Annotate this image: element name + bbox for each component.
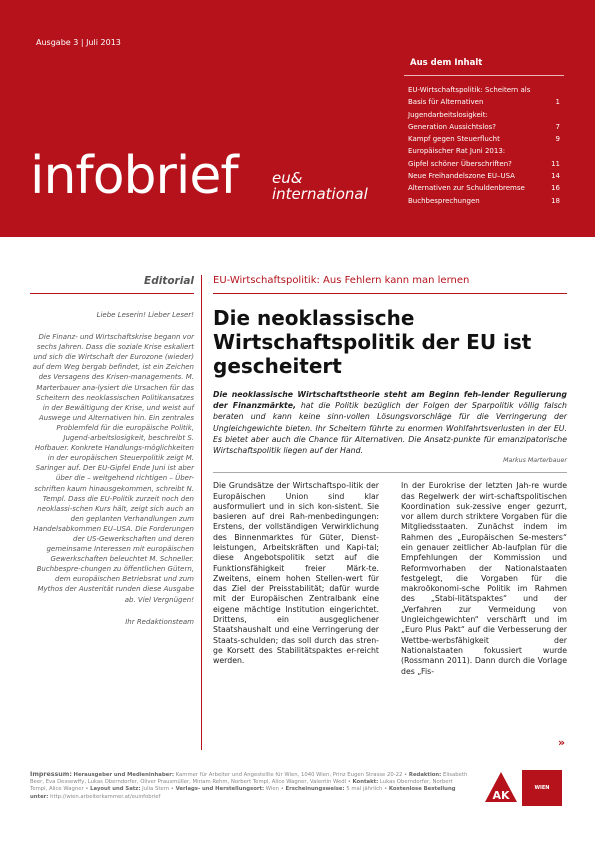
impressum-bestellung: http://wien.arbeiterkammer.at/euinfobrief [48, 793, 161, 800]
editorial-heading: Editorial [144, 275, 194, 287]
impressum-kontakt: Lukas Oberndorfer, Norbert Templ, Alice Wagner • [30, 779, 453, 793]
impressum-verlag: Wien • [264, 786, 286, 793]
lead-divider [213, 472, 567, 473]
toc-item-page: 11 [551, 159, 560, 168]
editorial-text: Die Finanz- und Wirtschaftskrise begann vor sechs Jahren. Dass die soziale Krise eskaliert und sich die Wirtschaft der Eurozone (wieder) auf dem Weg bergab befindet, ist ein Zeichen des Versagens des Krisen-managements. M. Marterbauer ana-lysiert die Ursachen für das Scheitern des neoklassischen Politikansatzes in der Bewältigung der Krise, und weist auf Auswege und Alternativen hin. Ein zentrales Problemfeld für die europäische Politik, Jugend-arbeitslosigkeit, beschreibt S. Hofbauer. Konkrete Handlungs-möglichkeiten in der europäischen Steuerpolitik zeigt M. Saringer auf. Der EU-Gipfel Ende Juni ist aber über die – weitgehend richtigen – Über-schriften kaum hinausgekommen, schreibt N. Templ. Dass die EU-Politik zurzeit noch den neoklassi-schen Kurs hält, zeigt sich auch an den geplanten Verhandlungen zum Handelsabkommen EU–USA. Die Forderungen der US-Gewerkschaften und deren gemeinsame Interessen mit europäischen Gewerkschaften beleuchtet M. Schneller. Buchbespre-chungen zu öffentlichen Gütern, dem europäischen Betriebsrat und zum Mythos der Austerität runden diese Ausgabe ab. Viel Vergnügen! [32, 333, 194, 604]
masthead-banner [0, 0, 595, 237]
impressum-publisher: Kammer für Arbeiter und Angestellte für Wien, 1040 Wien, Prinz Eugen Strasse 20-22 • [173, 772, 409, 778]
toc-item-page: 18 [551, 196, 560, 205]
article-column-1: Die Grundsätze der Wirtschaftspo-litik der Europäischen Union sind klar ausformuliert und in sich kon-sistent. Sie basieren auf drei Rah-menbedingungen: Erstens, der vollständigen Verwirklichung des Binnenmarktes für Güter, Dienst-leistungen, Arbeitskräften und Kapi-tal; diese Angebotspolitik setzt auf die Funktionsfähigkeit freier Märk-te. Zweitens, einem hohen Stellen-wert für das Ziel der Preisstabilität; dafür wurde mit der Europäischen Zentralbank eine eigene mächtige Institution eingerichtet. Drittens, ein ausgeglichener Staatshaushalt und eine Verringerung der Staats-schulden; das soll durch das stren-ge Korsett des Stabilitätspaktes er-reicht werden. [213, 481, 379, 666]
editorial-body [30, 310, 194, 627]
toc-item-label: EU-Wirtschaftspolitik: Scheitern als [408, 86, 531, 94]
article-divider [213, 293, 567, 294]
article-column [213, 275, 567, 677]
impressum-publisher-label: Herausgeber und Medieninhaber: [73, 772, 174, 778]
toc-item-label: Kampf gegen Steuerflucht [408, 135, 500, 144]
masthead-sub1: eu& [272, 169, 303, 187]
toc-item-page: 14 [551, 172, 560, 181]
article-author: Markus Marterbauer [503, 457, 567, 465]
toc-heading: Aus dem Inhalt [410, 58, 483, 68]
toc-item-label: Alternativen zur Schuldenbremse [408, 184, 525, 193]
editorial-divider [30, 293, 194, 294]
table-of-contents [408, 84, 560, 207]
article-body [213, 481, 567, 677]
impressum-layout: Julia Stern • [140, 786, 176, 793]
article-column-2: In der Eurokrise der letzten Jah-re wurde das Regelwerk der wirt-schaftspolitischen Koordination suk-zessive enger gezurrt, vor allem durch striktere Vorgaben für die Mitgliedsstaaten. Zunächst indem im Rahmen des „Europäischen Se-mesters“ ein genauer zeitlicher Ab-laufplan für die Empfehlungen der Kommission und Reformvorhaben der Nationalstaaten festgelegt, die Vorgaben für die makroökonomi-sche Politik im Rahmen des „Stabi-litätspaktes“ und der „Verfahren zur Vermeidung von Ungleichgewichten“ verschärft und im „Euro Plus Pakt“ auf die Verbesserung der Wettbe-werbsfähigkeit der Nationalstaaten fokussiert wurde (Rossmann 2011). Dann durch die Vorlage des „Fis- [401, 481, 567, 676]
toc-item-label: Basis für Alternativen [408, 98, 484, 107]
toc-item[interactable] [408, 96, 560, 108]
toc-item-label: Neue Freihandelszone EU–USA [408, 172, 515, 181]
article-kicker: EU-Wirtschaftspolitik: Aus Fehlern kann man lernen [213, 275, 470, 286]
ak-logo-icon [483, 770, 519, 806]
toc-item-page: 16 [551, 184, 560, 193]
toc-item[interactable] [408, 121, 560, 133]
toc-item[interactable] [408, 84, 560, 96]
impressum [30, 771, 470, 801]
ak-logo-city: WIEN [522, 770, 562, 806]
impressum-label: Impressum: [30, 771, 72, 778]
column-divider [201, 275, 202, 750]
masthead-title: infobrief [30, 146, 238, 206]
ak-logo-text: AK [492, 789, 510, 802]
toc-item-label: Generation Aussichtslos? [408, 122, 497, 131]
impressum-kontakt-label: Kontakt: [352, 779, 379, 786]
impressum-layout-label: Layout und Satz: [90, 786, 141, 793]
impressum-verlag-label: Verlags- und Herstellungsort: [175, 786, 265, 793]
editorial-column [30, 275, 194, 627]
masthead-sub2: international [272, 185, 368, 203]
impressum-redaktion: Elisabeth Beer, Eva Dessewffy, Lukas Oberndorfer, Oliver Prausmüller, Miriam Rehm, Norbert Templ, Alice Wagner, Valentin Wedl • [30, 772, 468, 786]
article-lead-rest: hat die Politik bezüglich der Folgen der Sparpolitik völlig falsch beraten und kann keine sinn-vollen Lösungsvorschläge für die Verringerung der Ungleichgewichte bieten. Ihr Scheitern führte zu enormen Wohlfahrtsverlusten in der EU. Es bietet aber auch die Chance für Alternativen. Die Ansatz-punkte für emanzipatorische Wirtschaftspolitik liegen auf der Hand. [213, 401, 567, 456]
issue-info: Ausgabe 3 | Juli 2013 [36, 38, 121, 47]
toc-divider [404, 75, 564, 76]
toc-item[interactable] [408, 133, 560, 145]
article-lead [213, 389, 567, 456]
impressum-erscheinung: 5 mal jährlich • [344, 786, 389, 793]
toc-item-label: Jugendarbeitslosigkeit: [408, 110, 488, 119]
toc-item-label: Gipfel schöner Überschriften? [408, 159, 512, 168]
masthead-subtitle [272, 170, 368, 202]
toc-item-page: 9 [555, 135, 560, 144]
impressum-bestellung-label: Kostenlose Bestellung unter: [30, 786, 456, 800]
editorial-greeting: Liebe Leserin! Lieber Leser! [96, 311, 194, 319]
toc-item[interactable] [408, 158, 560, 170]
impressum-redaktion-label: Redaktion: [408, 772, 442, 778]
toc-item[interactable] [408, 170, 560, 182]
toc-item[interactable] [408, 145, 560, 157]
toc-item-page: 7 [555, 122, 560, 131]
toc-item[interactable] [408, 182, 560, 194]
continue-arrow-icon[interactable]: » [558, 736, 566, 749]
article-lead-bold: Die neoklassische Wirtschaftstheorie steht am Beginn feh-lender Regulierung der Finanzmärkte, [213, 390, 567, 411]
article-headline: Die neoklassische Wirtschaftspolitik der EU ist gescheitert [213, 306, 532, 378]
impressum-erscheinung-label: Erscheinungsweise: [285, 786, 345, 793]
toc-item-page: 1 [555, 98, 560, 107]
toc-item[interactable] [408, 109, 560, 121]
ak-logo [483, 770, 519, 806]
toc-item-label: Buchbesprechungen [408, 196, 480, 205]
editorial-signature: Ihr Redaktionsteam [125, 617, 194, 626]
toc-item-label: Europäischer Rat Juni 2013: [408, 147, 506, 156]
toc-item[interactable] [408, 195, 560, 207]
